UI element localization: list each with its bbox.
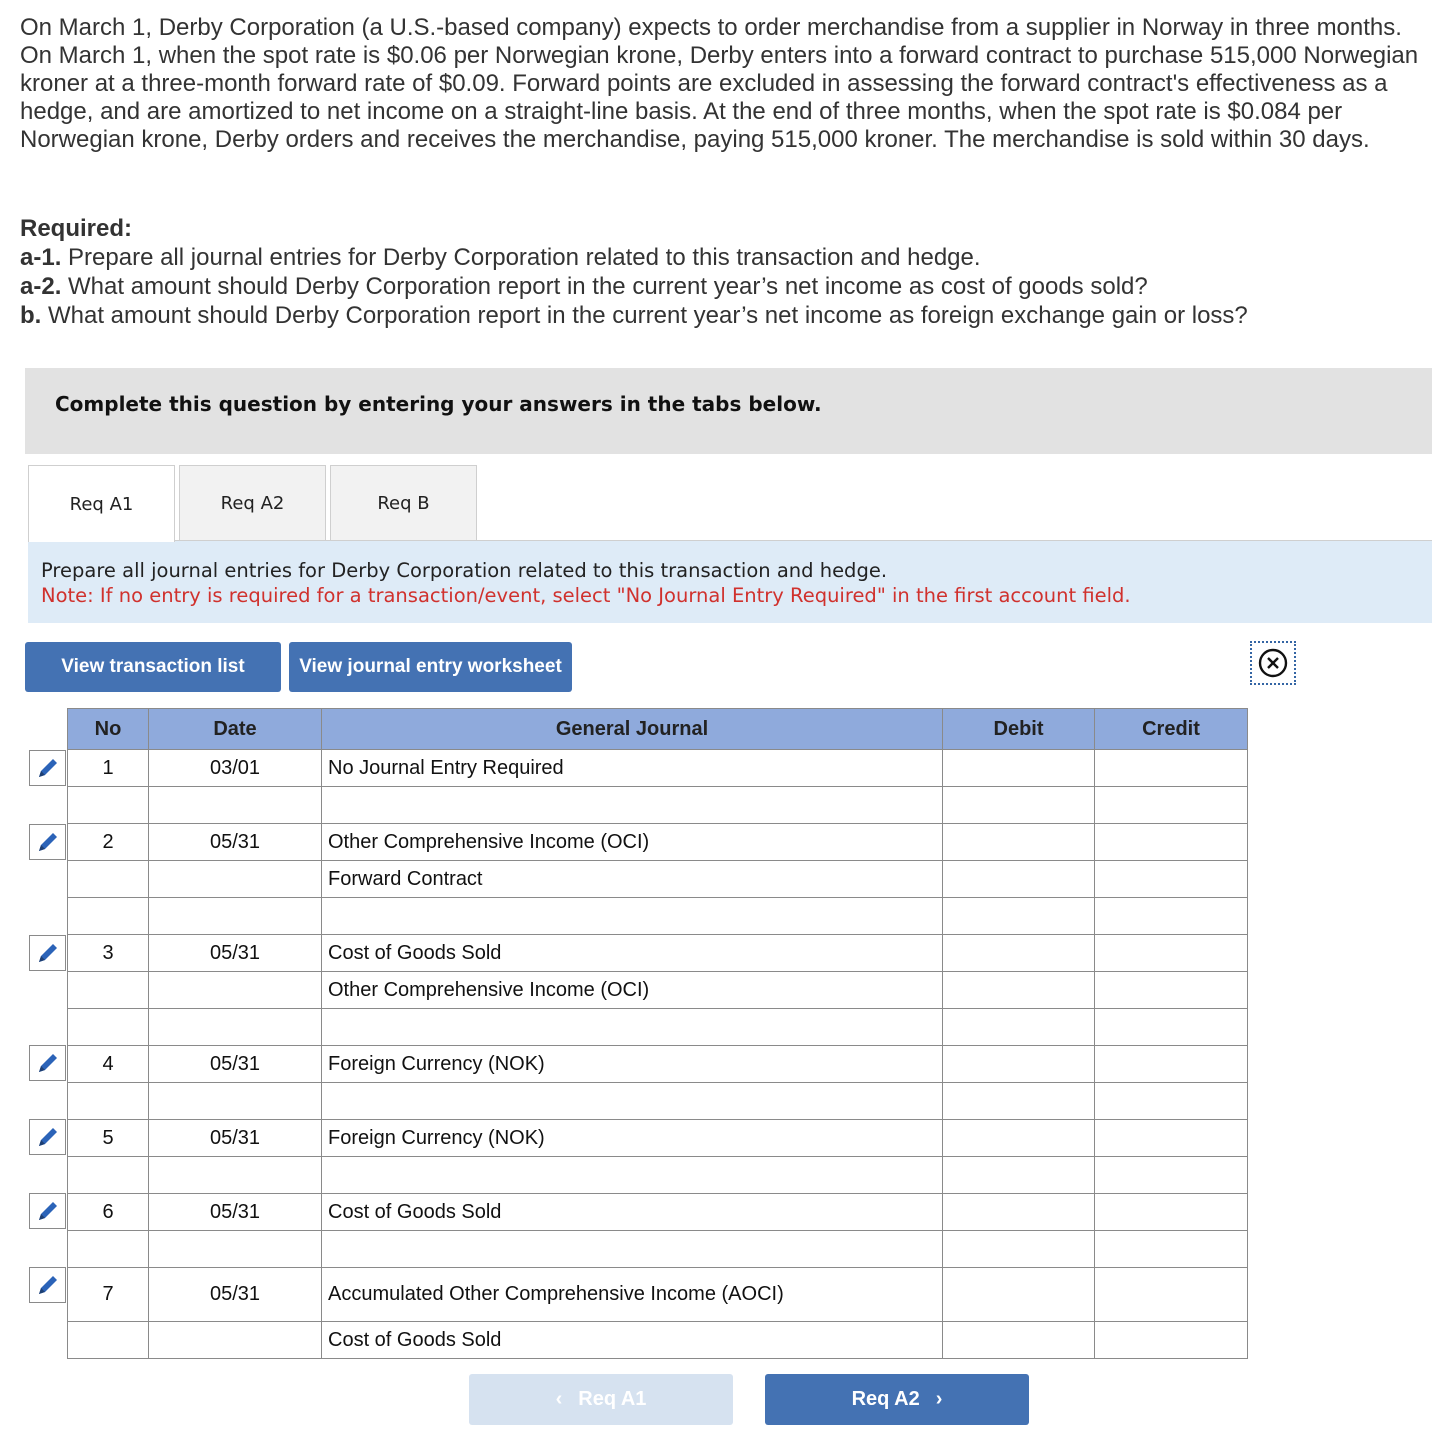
row-credit[interactable] — [1095, 1231, 1248, 1268]
view-transaction-list-button[interactable]: View transaction list — [25, 642, 281, 692]
row-credit[interactable] — [1095, 750, 1248, 787]
required-label: b. — [20, 302, 42, 329]
problem-statement: On March 1, Derby Corporation (a U.S.-based company) expects to order merchandise from a supplier in Norway in three months. On March 1, when the spot rate is $0.06 per Norwegian krone, Derby enters into a forward contract to purchase 515,000 Norwegian kroner at a three-month forward rate of $0.09. Forward points are excluded in assessing the forward contract's effectiveness as a hedge, and are amortized to net income on a straight-line basis. At the end of three months, when the spot rate is $0.084 per Norwegian krone, Derby orders and receives the merchandise, paying 515,000 kroner. The merchandise is sold within 30 days. — [20, 14, 1419, 153]
edit-entry-3-button[interactable] — [29, 935, 66, 971]
pencil-icon — [36, 830, 60, 854]
table-row — [68, 1157, 1248, 1194]
row-no: 6 — [68, 1194, 149, 1231]
row-debit[interactable] — [943, 898, 1095, 935]
row-debit[interactable] — [943, 1268, 1095, 1322]
row-date: 05/31 — [149, 1268, 322, 1322]
row-date — [149, 1157, 322, 1194]
row-credit[interactable] — [1095, 1194, 1248, 1231]
row-date: 05/31 — [149, 1046, 322, 1083]
row-date — [149, 1083, 322, 1120]
row-account[interactable]: Other Comprehensive Income (OCI) — [322, 824, 943, 861]
row-credit[interactable] — [1095, 1268, 1248, 1322]
row-no — [68, 861, 149, 898]
table-row — [68, 861, 1248, 898]
row-debit[interactable] — [943, 1083, 1095, 1120]
row-debit[interactable] — [943, 750, 1095, 787]
row-no — [68, 898, 149, 935]
row-account[interactable]: Other Comprehensive Income (OCI) — [322, 972, 943, 1009]
header-general-journal: General Journal — [322, 709, 943, 750]
table-row — [68, 1322, 1248, 1359]
pencil-icon — [36, 1273, 60, 1297]
row-account[interactable]: Foreign Currency (NOK) — [322, 1120, 943, 1157]
row-no — [68, 1322, 149, 1359]
row-account[interactable]: Cost of Goods Sold — [322, 935, 943, 972]
table-row — [68, 1009, 1248, 1046]
row-date — [149, 787, 322, 824]
row-credit[interactable] — [1095, 1046, 1248, 1083]
row-debit[interactable] — [943, 1046, 1095, 1083]
edit-entry-6-button[interactable] — [29, 1193, 66, 1229]
table-row — [68, 1268, 1248, 1322]
row-account[interactable]: Foreign Currency (NOK) — [322, 1046, 943, 1083]
row-debit[interactable] — [943, 935, 1095, 972]
row-no — [68, 1009, 149, 1046]
row-account[interactable]: No Journal Entry Required — [322, 750, 943, 787]
required-item-a2 — [20, 272, 1425, 301]
row-account[interactable] — [322, 1157, 943, 1194]
row-debit[interactable] — [943, 1157, 1095, 1194]
table-header-row — [68, 709, 1248, 750]
row-debit[interactable] — [943, 787, 1095, 824]
table-row — [68, 1231, 1248, 1268]
row-date: 05/31 — [149, 1194, 322, 1231]
next-label: Req A2 — [851, 1388, 920, 1410]
row-debit[interactable] — [943, 1120, 1095, 1157]
edit-entry-1-button[interactable] — [29, 750, 66, 786]
instruction-text: Prepare all journal entries for Derby Corporation related to this transaction and hedge. — [41, 559, 888, 582]
chevron-left-icon: ‹ — [555, 1388, 563, 1410]
table-row — [68, 750, 1248, 787]
row-debit[interactable] — [943, 1231, 1095, 1268]
row-no: 4 — [68, 1046, 149, 1083]
next-req-a2-button[interactable] — [765, 1374, 1029, 1425]
view-journal-entry-worksheet-button[interactable]: View journal entry worksheet — [289, 642, 572, 692]
tab-req-a2[interactable]: Req A2 — [179, 465, 326, 540]
row-date — [149, 1009, 322, 1046]
instructions-banner — [25, 368, 1432, 454]
tab-req-b[interactable]: Req B — [330, 465, 477, 540]
row-no — [68, 1083, 149, 1120]
close-icon[interactable] — [1250, 641, 1296, 685]
journal-table — [67, 708, 1248, 1359]
row-account[interactable]: Accumulated Other Comprehensive Income (AOCI) — [322, 1268, 943, 1322]
table-row — [68, 1046, 1248, 1083]
edit-entry-5-button[interactable] — [29, 1119, 66, 1155]
row-credit[interactable] — [1095, 1120, 1248, 1157]
row-credit[interactable] — [1095, 1009, 1248, 1046]
table-row — [68, 1194, 1248, 1231]
required-title: Required: — [20, 215, 133, 242]
required-section — [20, 214, 1425, 330]
required-item-b — [20, 301, 1425, 330]
row-account[interactable] — [322, 1231, 943, 1268]
table-row — [68, 1120, 1248, 1157]
row-debit[interactable] — [943, 1322, 1095, 1359]
row-account[interactable] — [322, 787, 943, 824]
row-credit[interactable] — [1095, 898, 1248, 935]
pencil-icon — [36, 1125, 60, 1149]
row-no: 3 — [68, 935, 149, 972]
row-no: 7 — [68, 1268, 149, 1322]
edit-entry-4-button[interactable] — [29, 1045, 66, 1081]
row-no — [68, 1231, 149, 1268]
row-credit[interactable] — [1095, 1322, 1248, 1359]
tab-instructions — [28, 541, 1432, 623]
row-debit[interactable] — [943, 824, 1095, 861]
row-credit[interactable] — [1095, 861, 1248, 898]
required-text: Prepare all journal entries for Derby Corporation related to this transaction and hedge. — [68, 244, 981, 271]
header-no: No — [68, 709, 149, 750]
prev-req-a1-button[interactable] — [469, 1374, 733, 1425]
row-no — [68, 1157, 149, 1194]
edit-entry-2-button[interactable] — [29, 824, 66, 860]
required-item-a1 — [20, 243, 1425, 272]
chevron-right-icon: › — [935, 1388, 943, 1410]
row-account[interactable]: Cost of Goods Sold — [322, 1322, 943, 1359]
table-row — [68, 898, 1248, 935]
row-no — [68, 787, 149, 824]
header-date: Date — [149, 709, 322, 750]
pencil-icon — [36, 1199, 60, 1223]
table-row — [68, 824, 1248, 861]
row-debit[interactable] — [943, 861, 1095, 898]
pencil-icon — [36, 756, 60, 780]
row-date — [149, 972, 322, 1009]
required-text: What amount should Derby Corporation report in the current year’s net income as foreign exchange gain or loss? — [48, 302, 1248, 329]
row-date: 05/31 — [149, 824, 322, 861]
table-row — [68, 787, 1248, 824]
edit-entry-7-button[interactable] — [29, 1267, 66, 1303]
row-account[interactable]: Forward Contract — [322, 861, 943, 898]
row-account[interactable] — [322, 898, 943, 935]
tab-req-a1[interactable]: Req A1 — [28, 465, 175, 542]
table-row — [68, 1083, 1248, 1120]
row-date — [149, 898, 322, 935]
pencil-icon — [36, 1051, 60, 1075]
row-account[interactable] — [322, 1009, 943, 1046]
instruction-note: Note: If no entry is required for a transaction/event, select "No Journal Entry Required" in the first account field. — [41, 584, 1131, 607]
row-account[interactable] — [322, 1083, 943, 1120]
row-no: 5 — [68, 1120, 149, 1157]
row-credit[interactable] — [1095, 972, 1248, 1009]
row-date — [149, 861, 322, 898]
row-debit[interactable] — [943, 1194, 1095, 1231]
row-credit[interactable] — [1095, 1157, 1248, 1194]
row-no: 2 — [68, 824, 149, 861]
header-credit: Credit — [1095, 709, 1248, 750]
row-credit[interactable] — [1095, 935, 1248, 972]
required-label: a-1. — [20, 244, 62, 271]
row-date: 05/31 — [149, 1120, 322, 1157]
row-debit[interactable] — [943, 972, 1095, 1009]
row-date: 03/01 — [149, 750, 322, 787]
row-no — [68, 972, 149, 1009]
row-no: 1 — [68, 750, 149, 787]
pencil-icon — [36, 941, 60, 965]
prev-label: Req A1 — [578, 1388, 647, 1410]
table-row — [68, 935, 1248, 972]
row-date — [149, 1231, 322, 1268]
row-date: 05/31 — [149, 935, 322, 972]
header-debit: Debit — [943, 709, 1095, 750]
required-label: a-2. — [20, 273, 62, 300]
row-date — [149, 1322, 322, 1359]
banner-text: Complete this question by entering your answers in the tabs below. — [55, 392, 822, 416]
row-credit[interactable] — [1095, 824, 1248, 861]
row-debit[interactable] — [943, 1009, 1095, 1046]
row-account[interactable]: Cost of Goods Sold — [322, 1194, 943, 1231]
circle-x-icon — [1258, 648, 1288, 678]
row-credit[interactable] — [1095, 1083, 1248, 1120]
row-credit[interactable] — [1095, 787, 1248, 824]
required-text: What amount should Derby Corporation report in the current year’s net income as cost of goods sold? — [68, 273, 1148, 300]
table-row — [68, 972, 1248, 1009]
